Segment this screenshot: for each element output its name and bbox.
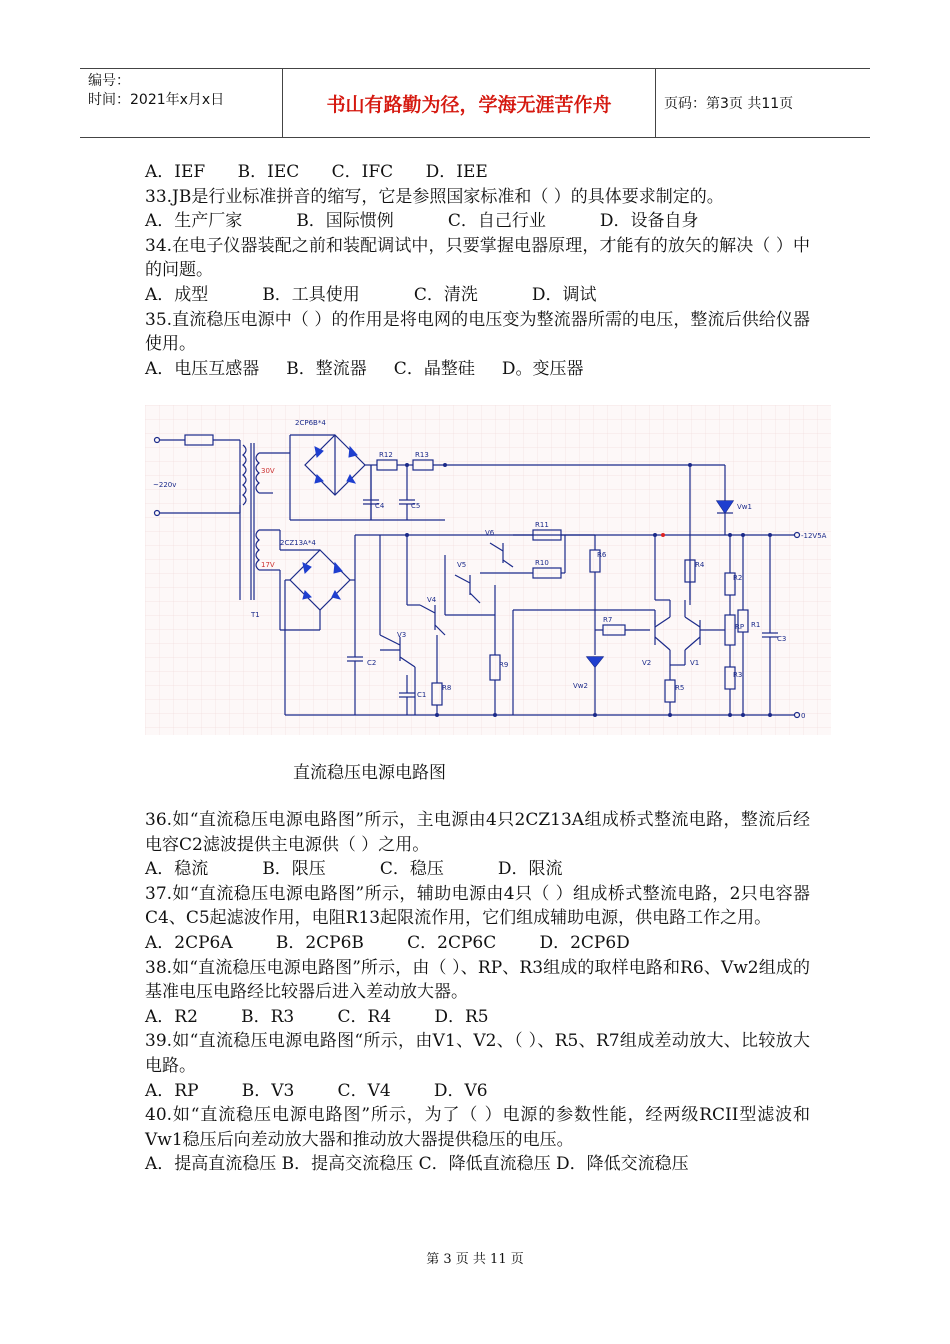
- label-r12: R12: [379, 451, 393, 459]
- answer-options: A．电压互感器 B．整流器 C．晶整硅 D。变压器: [145, 358, 584, 379]
- label-r4: R4: [695, 561, 705, 569]
- label-r13: R13: [415, 451, 429, 459]
- date-label: 时间：2021年x月x日: [88, 92, 225, 108]
- figure-caption: 直流稳压电源电路图: [293, 763, 446, 783]
- label-r9: R9: [499, 661, 509, 669]
- label-v4: V4: [427, 596, 437, 604]
- label-r7: R7: [603, 616, 613, 624]
- label-c4: C4: [375, 502, 385, 510]
- label-vw2: Vw2: [573, 682, 588, 690]
- label-v2: V2: [642, 659, 652, 667]
- label-t1: T1: [251, 611, 260, 619]
- label-r11: R11: [535, 521, 549, 529]
- label-v1: V1: [690, 659, 700, 667]
- label-c5: C5: [411, 502, 421, 510]
- answer-options: A．R2 B．R3 C．R4 D．R5: [145, 1006, 489, 1027]
- red-junction: [661, 533, 665, 537]
- answer-options: A．2CP6A B．2CP6B C．2CP6C D．2CP6D: [145, 932, 630, 953]
- question-text: 37.如“直流稳压电源电路图”所示，辅助电源由4只（ ）组成桥式整流电路，2只电容器C4、C5起滤波作用，电阻R13起限流作用，它们组成辅助电源，供电路工作之用。: [145, 883, 810, 929]
- question-text: 35.直流稳压电源中（ ）的作用是将电网的电压变为整流器所需的电压，整流后供给仪器使用。: [145, 309, 810, 355]
- serial-label: 编号：: [88, 73, 130, 89]
- label-input-voltage: ~220v: [153, 481, 177, 489]
- question-text: 38.如“直流稳压电源电路图”所示，由（ ）、RP、R3组成的取样电路和R6、Vw2组成的基准电压电路经比较器后进入差动放大器。: [145, 957, 810, 1003]
- label-v3: V3: [397, 631, 407, 639]
- label-rp: RP: [735, 623, 745, 631]
- label-bridge-bottom: 2CZ13A*4: [280, 539, 316, 547]
- answer-options: A．成型 B．工具使用 C．清洗 D．调试: [145, 284, 597, 305]
- label-r1: R1: [751, 621, 761, 629]
- label-v5: V5: [457, 561, 467, 569]
- label-r3: R3: [733, 671, 743, 679]
- page-footer: 第 3 页 共 11 页: [426, 1252, 524, 1267]
- question-text: 34.在电子仪器装配之前和装配调试中，只要掌握电器原理，才能有的放矢的解决（ ）中的问题。: [145, 235, 810, 281]
- label-c3: C3: [777, 635, 787, 643]
- question-text: A．提高直流稳压 B．提高交流稳压 C．降低直流稳压 D．降低交流稳压: [145, 1154, 689, 1175]
- label-r8: R8: [442, 684, 452, 692]
- page-header: [80, 68, 870, 138]
- answer-options: A．IEF B．IEC C．IFC D．IEE: [145, 162, 488, 182]
- answer-options: A．生产厂家 B．国际惯例 C．自己行业 D．设备自身: [145, 211, 699, 232]
- answer-options: A．稳流 B．限压 C．稳压 D．限流: [145, 859, 563, 880]
- circuit-diagram: [145, 405, 831, 735]
- header-left: [80, 69, 283, 137]
- questions-bottom: [145, 808, 810, 1177]
- question-text: 39.如“直流稳压电源电路图“所示，由V1、V2、（ ）、R5、R7组成差动放大、比较放大电路。: [145, 1031, 810, 1076]
- label-r2: R2: [733, 574, 743, 582]
- label-17v: 17V: [261, 561, 275, 569]
- label-c1: C1: [417, 691, 427, 699]
- page-info: 页码：第3页 共11页: [664, 96, 794, 112]
- label-output: -12V5A: [801, 532, 827, 540]
- label-ground: 0: [801, 712, 806, 720]
- label-bridge-top: 2CP6B*4: [295, 419, 326, 427]
- label-r6: R6: [597, 551, 607, 559]
- answer-options: A．RP B．V3 C．V4 D．V6: [145, 1080, 488, 1101]
- label-r5: R5: [675, 684, 685, 692]
- label-c2: C2: [367, 659, 377, 667]
- label-v6: V6: [485, 529, 495, 537]
- label-30v: 30V: [261, 467, 275, 475]
- questions-top: [145, 160, 810, 381]
- question-text: 36.如“直流稳压电源电路图”所示，主电源由4只2CZ13A组成桥式整流电路，整流后经电容C2滤波提供主电源供（ ）之用。: [145, 810, 810, 855]
- label-vw1: Vw1: [737, 503, 752, 511]
- question-text: 33.JB是行业标准拼音的缩写，它是参照国家标准和（ ）的具体要求制定的。: [145, 186, 724, 207]
- label-r10: R10: [535, 559, 549, 567]
- motto: 书山有路勤为径，学海无涯苦作舟: [283, 69, 656, 137]
- question-text: 40.如“直流稳压电源电路图”所示，为了（ ）电源的参数性能，经两级RCII型滤波和Vw1稳压后向差动放大器和推动放大器提供稳压的电压。: [145, 1105, 810, 1150]
